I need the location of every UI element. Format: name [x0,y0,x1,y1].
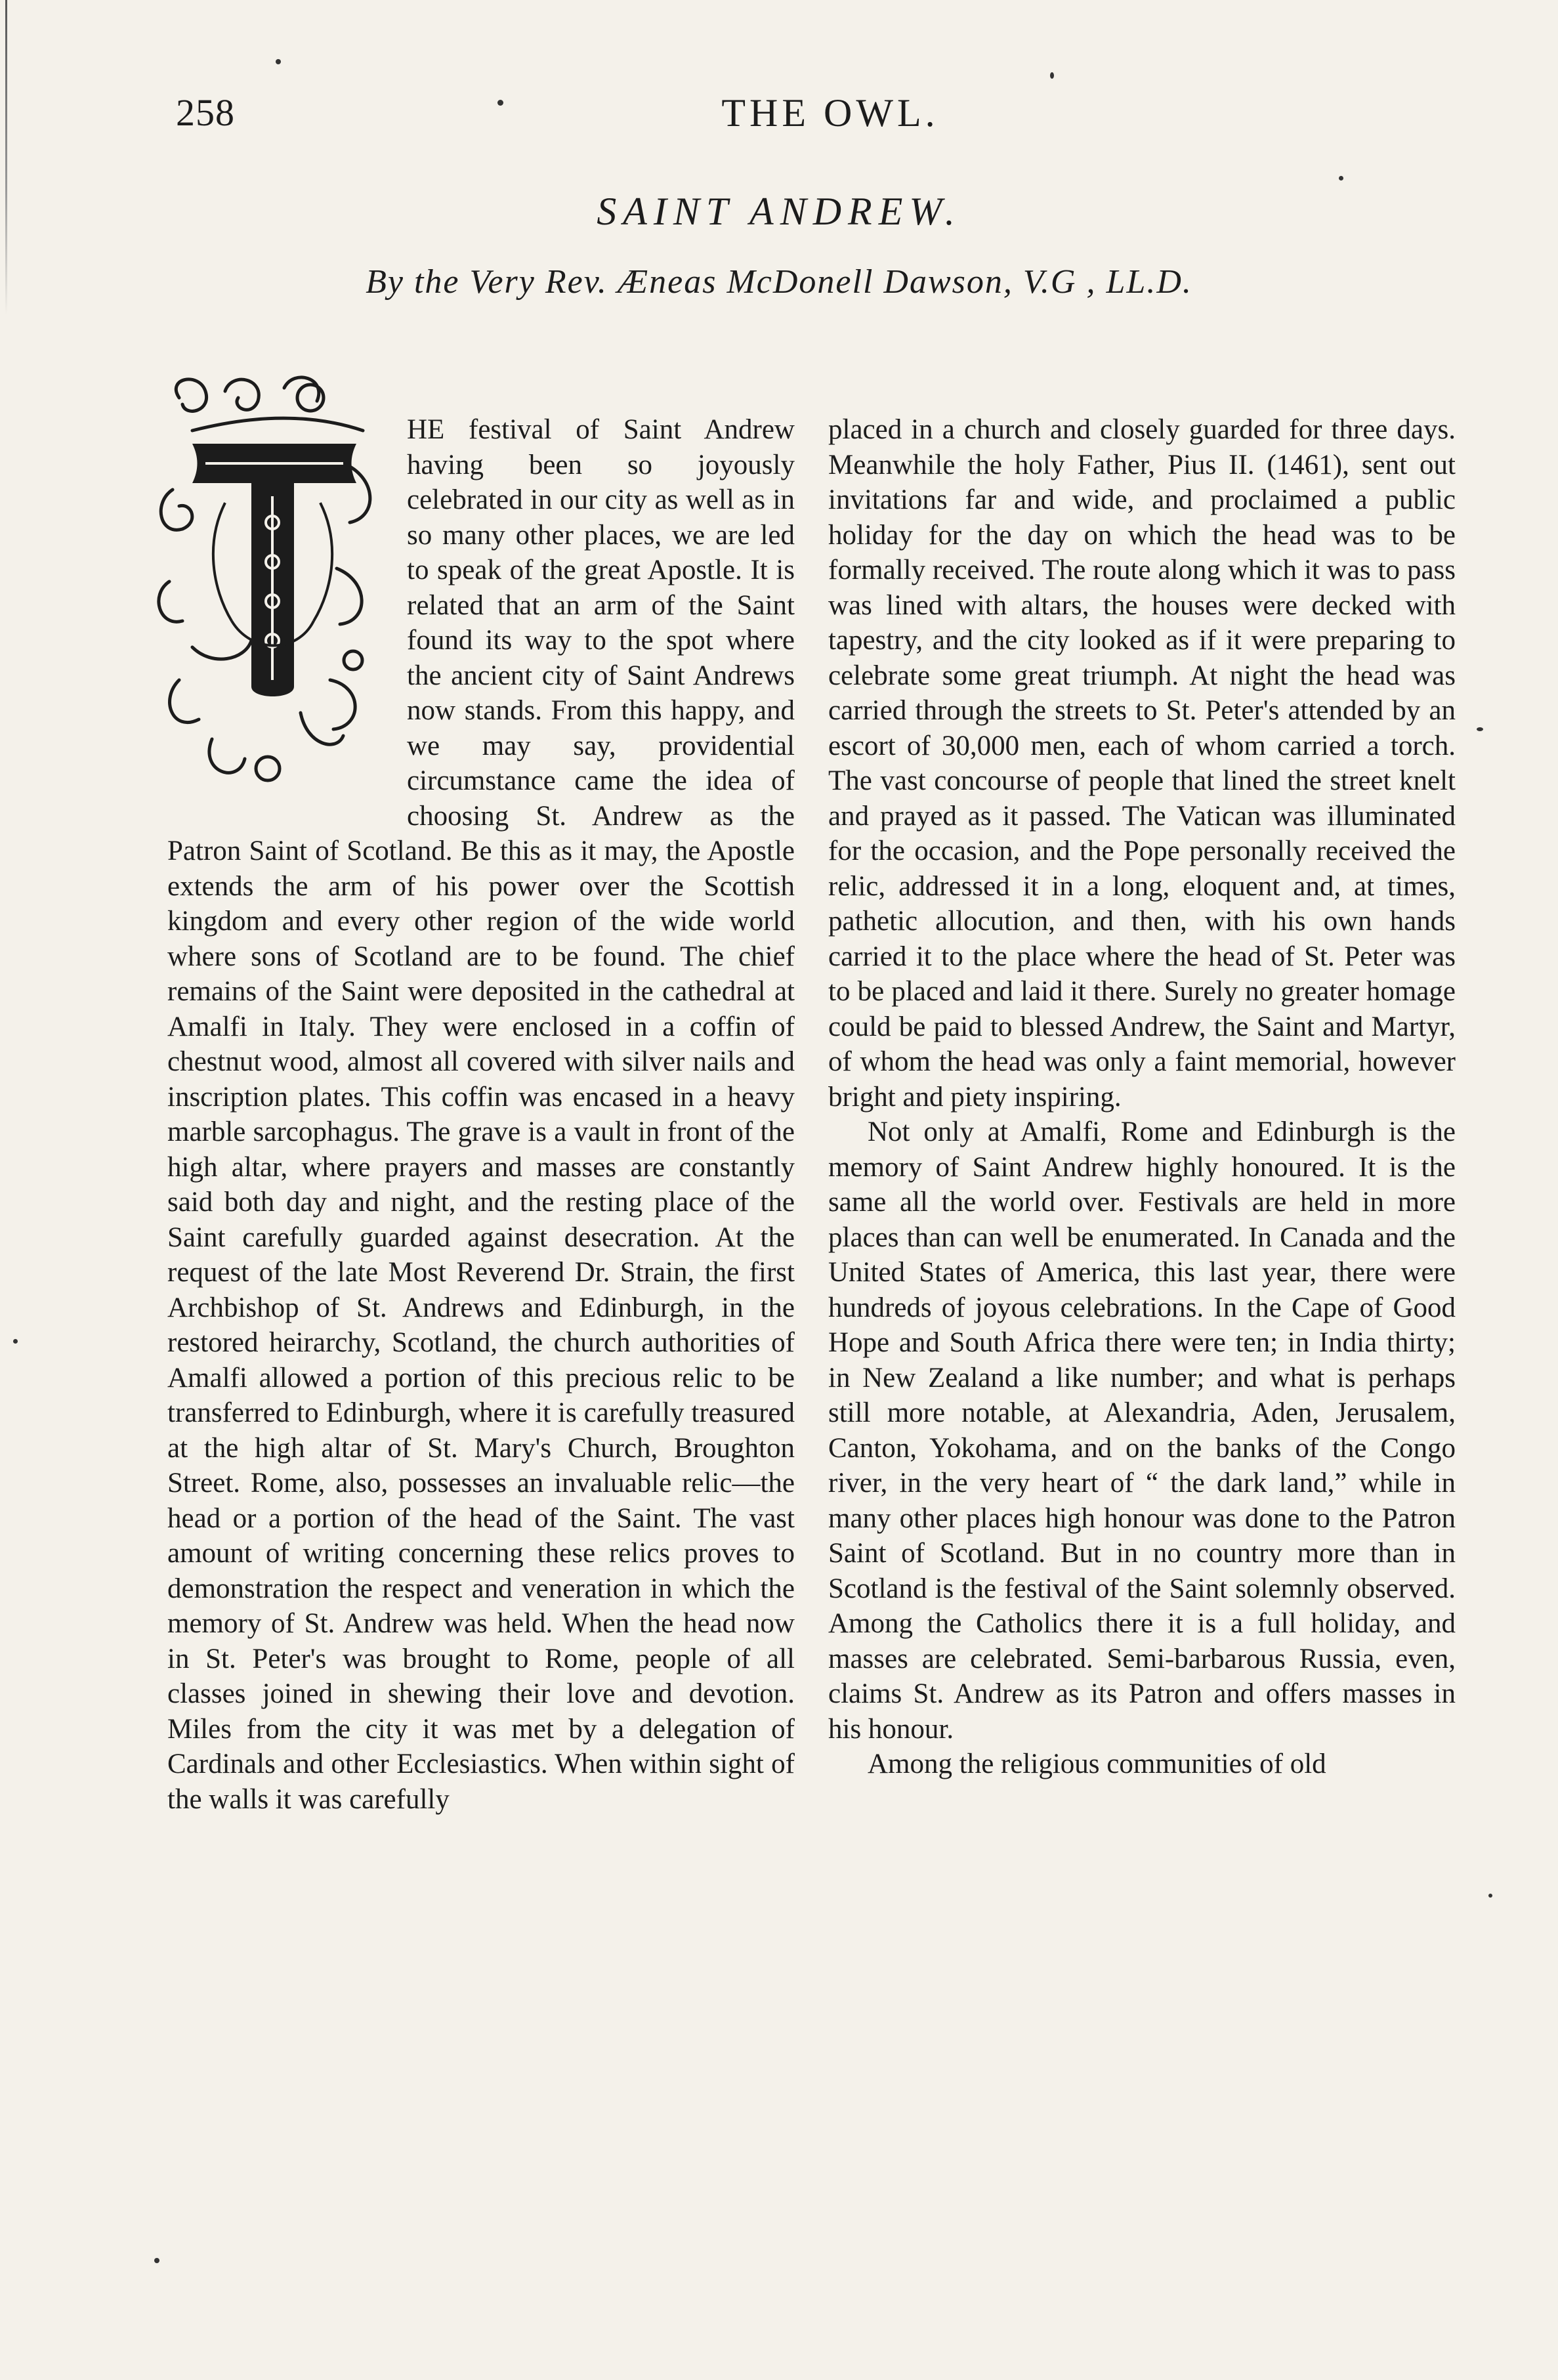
running-head: THE OWL. [721,91,939,135]
ornamental-drop-cap [153,372,392,798]
right-column-continuation: placed in a church and closely guarded for three days. Meanwhile the holy Father, Pius II. (1461), sent out invitations far and wide, and proclaimed a public holiday for the day on which the head was to be formally received. The route along which it was to pass was lined with altars, the houses were decked with tapestry, and the city looked as if it were preparing to celebrate some great triumph. At night the head was carried through the streets to St. Peter's attended by an escort of 30,000 men, each of whom carried a torch. The vast concourse of people that lined the street knelt and prayed as it passed. The Vatican was illuminated for the occasion, and the Pope personally received the relic, addressed it in a long, eloquent and, at times, pathetic allocution, and then, with his own hands carried it to the place where the head of St. Peter was to be placed and laid it there. Surely no greater homage could be paid to blessed Andrew, the Saint and Martyr, of whom the head was only a faint memorial, however bright and piety inspiring. [828,414,1456,1113]
left-column [167,412,795,1817]
scan-speck [13,1339,18,1344]
scan-speck [1339,176,1343,181]
scan-speck [497,100,503,106]
page-number: 258 [176,91,235,134]
scan-speck [1488,1894,1492,1898]
article-title: SAINT ANDREW. [597,190,961,233]
right-column-paragraph-2: Not only at Amalfi, Rome and Edinburgh is the memory of Saint Andrew highly honoured. It is the same all the world over. Festivals are held in more places than can well be enumerated. In Canada and the United States of America, this last year, there were hundreds of joyous celebrations. In the Cape of Good Hope and South Africa there were ten; in India thirty; in New Zealand a like number; and what is perhaps still more notable, at Alexandria, Aden, Jerusalem, Canton, Yokohama, and on the banks of the Congo river, in the very heart of “ the dark land,” while in many other places high honour was done to the Patron Saint of Scotland. But in no country more than in Scotland is the festival of the Saint solemnly observed. Among the Catholics there it is a full holiday, and masses are celebrated. Semi-barbarous Russia, even, claims St. Andrew as its Patron and offers masses in his honour. [828,1116,1456,1745]
byline: By the Very Rev. Æneas McDonell Dawson, V.G , LL.D. [366,263,1192,301]
left-column-paragraph-1: HE festival of Saint Andrew having been so joyously celebrated in our city as well as in so many other places, we are led to speak of the great Apostle. It is related that an arm of the Saint found its way to the spot where the ancient city of Saint Andrews now stands. From this happy, and we may say, providential circumstance came the idea of choosing St. Andrew as the Patron Saint of Scotland. Be this as it may, the Apostle extends the arm of his power over the Scottish kingdom and every other region of the wide world where sons of Scotland are to be found. The chief remains of the Saint were deposited in the cathedral at Amalfi in Italy. They were enclosed in a coffin of chestnut wood, almost all covered with silver nails and inscription plates. This coffin was encased in a heavy marble sarcophagus. The grave is a vault in front of the high altar, where prayers and masses are constantly said both day and night, and the resting place of the Saint carefully guarded against desecration. At the request of the late Most Reverend Dr. Strain, the first Archbishop of St. Andrews and Edinburgh, in the restored heirarchy, Scotland, the church authorities of Amalfi allowed a portion of this precious relic to be transferred to Edinburgh, where it is carefully treasured at the high altar of St. Mary's Church, Broughton Street. Rome, also, possesses an invaluable relic—the head or a portion of the head of the Saint. The vast amount of writing concerning these relics proves to demonstration the respect and veneration in which the memory of St. Andrew was held. When the head now in St. Peter's was brought to Rome, people of all classes joined in shewing their love and devotion. Miles from the city it was met by a delegation of Cardinals and other Ecclesiastics. When within sight of the walls it was carefully [167,414,795,1815]
right-column [828,412,1456,1782]
scan-speck [1477,727,1483,731]
scan-speck [154,2258,159,2263]
scan-speck [276,59,281,64]
right-column-paragraph-3: Among the religious communities of old [868,1749,1326,1779]
scan-speck [1050,72,1054,79]
